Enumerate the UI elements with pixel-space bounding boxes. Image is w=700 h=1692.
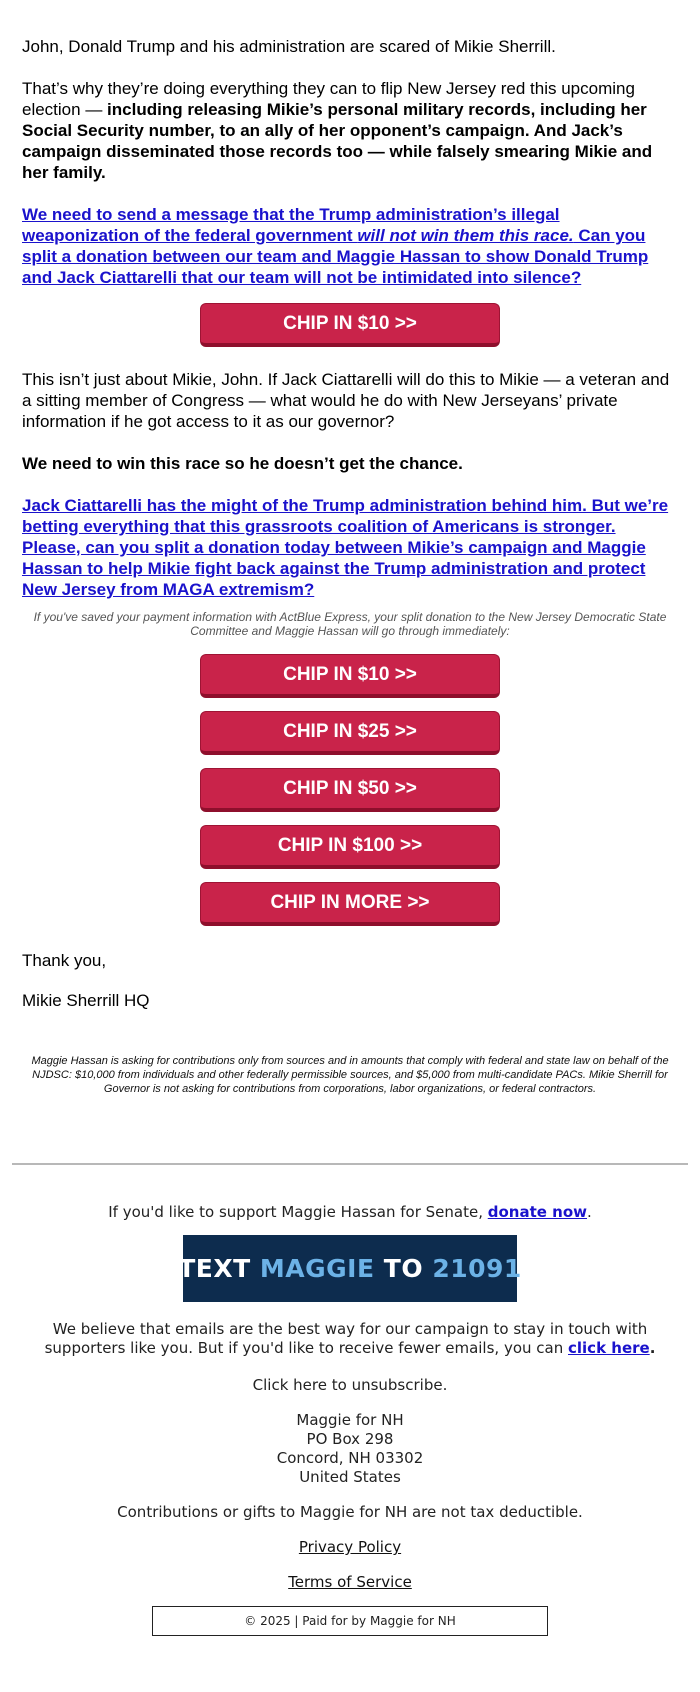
- intro-paragraph: [22, 78, 678, 183]
- intro-text: That’s why they’re doing everything they can to flip New Jersey red this upcoming election —: [22, 79, 635, 119]
- support-text: If you'd like to support Maggie Hassan for Senate,: [108, 1203, 488, 1221]
- closing-text: Thank you,: [22, 951, 107, 970]
- donation-ask-link-part2[interactable]: Can you split a donation between our team and Maggie Hassan to show Donald Trump and Jack Ciattarelli that our team will not be intimidated into silence?: [22, 226, 649, 287]
- signature-text: Mikie Sherrill HQ: [22, 991, 150, 1010]
- mailing-address: [0, 1411, 700, 1487]
- support-end: .: [587, 1203, 592, 1221]
- legal-disclaimer: Maggie Hassan is asking for contributions only from sources and in amounts that comply with federal and state law on behalf of the NJDSC: $10,000 from individuals and other federally permissible sources, and $5,000 from multi-candidate PACs. Mikie Sherrill for Governor is not asking for contributions from corporations, labor organizations, or federal contractors.: [31, 1055, 669, 1095]
- address-line: PO Box 298: [306, 1430, 394, 1448]
- second-donation-ask-link[interactable]: [22, 495, 678, 600]
- actblue-express-note: If you've saved your payment information with ActBlue Express, your split donation to the New Jersey Democratic State Committee and Maggie Hassan will go through immediately:: [33, 610, 667, 638]
- address-line: Maggie for NH: [296, 1411, 404, 1429]
- second-donation-ask-link-text[interactable]: Jack Ciattarelli has the might of the Trump administration behind him. But we’re betting everything that this grassroots coalition of Americans is stronger. Please, can you split a donation today between Mikie’s campaign and Maggie Hassan to help Mikie fight back against the Trump administration and protect New Jersey from MAGA extremism?: [22, 496, 669, 599]
- donation-ask-link-italic[interactable]: will not win them this race.: [357, 226, 574, 245]
- chip-in-more-button[interactable]: CHIP IN MORE >>: [200, 882, 500, 926]
- copyright-box: © 2025 | Paid for by Maggie for NH: [152, 1606, 548, 1636]
- terms-of-service-text[interactable]: Terms of Service: [288, 1573, 412, 1591]
- greeting-paragraph: John, Donald Trump and his administration are scared of Mikie Sherrill.: [22, 37, 556, 56]
- unsubscribe-link[interactable]: Click here to unsubscribe.: [252, 1376, 448, 1394]
- banner-name: MAGGIE: [259, 1254, 375, 1283]
- chip-in-50-button[interactable]: CHIP IN $50 >>: [200, 768, 500, 812]
- banner-text-word: TEXT: [178, 1254, 251, 1283]
- chip-in-100-button[interactable]: CHIP IN $100 >>: [200, 825, 500, 869]
- chip-in-10-button-top[interactable]: CHIP IN $10 >>: [200, 303, 500, 347]
- chip-in-25-button[interactable]: CHIP IN $25 >>: [200, 711, 500, 755]
- context-paragraph: This isn’t just about Mikie, John. If Jack Ciattarelli will do this to Mikie — a veteran and a sitting member of Congress — what would he do with New Jerseyans’ private information if he got access to it as our governor?: [22, 370, 670, 431]
- tax-notice: Contributions or gifts to Maggie for NH are not tax deductible.: [117, 1503, 583, 1521]
- text-maggie-banner[interactable]: [178, 1235, 522, 1302]
- support-line: [0, 1203, 700, 1222]
- win-race-paragraph: We need to win this race so he doesn’t get the chance.: [22, 454, 463, 473]
- fewer-emails-text: We believe that emails are the best way for our campaign to stay in touch with supporters like you. But if you'd like to receive fewer emails, you can: [44, 1320, 648, 1357]
- address-line: United States: [299, 1468, 401, 1486]
- intro-bold-text: including releasing Mikie’s personal military records, including her Social Security number, to an ally of her opponent’s campaign. And Jack’s campaign disseminated those records too — while falsely smearing Mikie and her family.: [22, 100, 653, 182]
- footer-divider: [12, 1163, 688, 1165]
- donation-ask-link[interactable]: [22, 204, 678, 288]
- click-here-link[interactable]: click here: [568, 1339, 650, 1357]
- terms-of-service-link[interactable]: [0, 1573, 700, 1592]
- fewer-emails-end: .: [649, 1339, 656, 1357]
- banner-to: TO: [383, 1254, 424, 1283]
- chip-in-10-button[interactable]: CHIP IN $10 >>: [200, 654, 500, 698]
- banner-number: 21091: [432, 1254, 522, 1283]
- privacy-policy-link[interactable]: [0, 1538, 700, 1557]
- fewer-emails-line: [16, 1320, 684, 1358]
- donation-ask-link-part1[interactable]: We need to send a message that the Trump administration’s illegal weaponization of the federal government: [22, 205, 560, 245]
- donate-now-link[interactable]: donate now: [487, 1203, 587, 1221]
- privacy-policy-text[interactable]: Privacy Policy: [298, 1538, 402, 1556]
- address-line: Concord, NH 03302: [276, 1449, 424, 1467]
